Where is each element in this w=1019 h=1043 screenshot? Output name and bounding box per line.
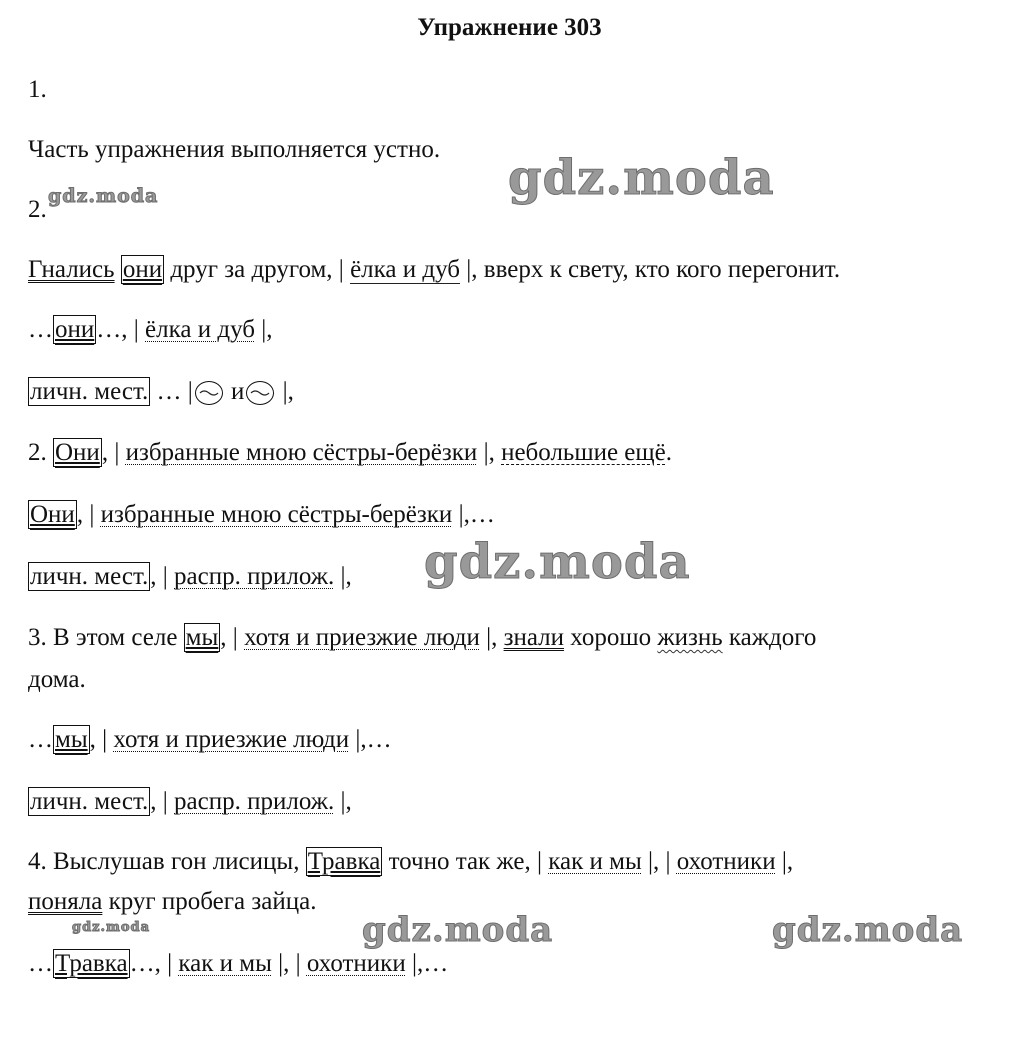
sentence-3-line2: дома. bbox=[28, 666, 86, 693]
watermark-logo: gdz.moda bbox=[72, 920, 151, 935]
text-fragment: |, bbox=[479, 624, 504, 651]
watermark-logo: gdz.moda bbox=[424, 534, 691, 590]
text-fragment: |, | bbox=[641, 848, 677, 875]
text-fragment: |, bbox=[334, 563, 352, 590]
page-title: Упражнение 303 bbox=[417, 14, 602, 41]
apposition: охотники bbox=[676, 848, 776, 875]
text-fragment: … | bbox=[150, 378, 193, 405]
section-2-number: 2. bbox=[28, 196, 47, 223]
apposition: ёлка и дуб bbox=[145, 316, 255, 343]
subject-pronoun: они bbox=[122, 256, 163, 283]
text-fragment: , | bbox=[220, 624, 245, 651]
subject-pronoun: они bbox=[55, 316, 95, 343]
apposition: избранные мною сёстры-берёзки bbox=[125, 439, 478, 466]
text-fragment: |, | bbox=[271, 950, 307, 977]
scheme-2b bbox=[28, 561, 352, 593]
predicate: знали bbox=[503, 624, 565, 651]
text-fragment: |, bbox=[477, 439, 502, 466]
apposition: избранные мною сёстры-берёзки bbox=[100, 501, 453, 528]
text-fragment: |, вверх к свету, кто кого перегонит. bbox=[460, 256, 841, 283]
scheme-box: личн. мест. bbox=[30, 563, 149, 590]
text-fragment: , | bbox=[89, 726, 114, 753]
subject-pronoun: мы bbox=[55, 726, 88, 753]
text-fragment: точно так же, | bbox=[382, 848, 549, 875]
sentence-number: 3. В этом селе bbox=[28, 624, 184, 651]
sentence-number: 4. Выслушав гон лисицы, bbox=[28, 848, 306, 875]
scheme-4a bbox=[28, 948, 448, 980]
text-fragment: , | bbox=[150, 563, 175, 590]
apposition: ёлка и дуб bbox=[350, 256, 461, 283]
text-fragment: |,… bbox=[405, 950, 449, 977]
section-1-number: 1. bbox=[28, 76, 47, 103]
object: жизнь bbox=[657, 624, 723, 651]
scheme-box: личн. мест. bbox=[30, 378, 149, 405]
subject-noun: Травка bbox=[307, 848, 381, 875]
sentence-4 bbox=[28, 846, 793, 878]
text-fragment: и bbox=[224, 378, 245, 405]
predicate: небольшие ещё bbox=[501, 439, 666, 466]
apposition: распр. прилож. bbox=[174, 788, 335, 815]
oval-wave-icon bbox=[246, 381, 274, 405]
text-fragment: хорошо bbox=[564, 624, 658, 651]
ellipsis: … bbox=[28, 726, 53, 753]
scheme-3b bbox=[28, 786, 352, 818]
text-fragment: …, | bbox=[129, 950, 179, 977]
sentence-4-line2 bbox=[28, 886, 316, 918]
scheme-1b bbox=[28, 376, 294, 408]
text-fragment: |,… bbox=[452, 501, 495, 528]
text-fragment: |,… bbox=[349, 726, 392, 753]
text-fragment: |, bbox=[775, 848, 794, 875]
oval-wave-icon bbox=[195, 381, 223, 405]
text-fragment: |, bbox=[334, 788, 352, 815]
text-fragment: …, | bbox=[96, 316, 146, 343]
ellipsis: … bbox=[28, 316, 53, 343]
scheme-1a bbox=[28, 314, 272, 346]
text-fragment: , | bbox=[101, 439, 126, 466]
text-fragment: , | bbox=[150, 788, 175, 815]
scheme-box: личн. мест. bbox=[30, 788, 149, 815]
section-1-text: Часть упражнения выполняется устно. bbox=[28, 136, 441, 163]
sentence-1 bbox=[28, 254, 840, 286]
watermark-logo: gdz.moda bbox=[362, 910, 554, 950]
apposition: хотя и приезжие люди bbox=[113, 726, 350, 753]
subject-pronoun: мы bbox=[185, 624, 219, 651]
text-fragment: друг за другом, | bbox=[164, 256, 351, 283]
predicate: поняла bbox=[28, 888, 103, 915]
subject-pronoun: Они bbox=[30, 501, 75, 528]
sentence-number: 2. bbox=[28, 439, 53, 466]
ellipsis: … bbox=[28, 950, 53, 977]
sentence-2 bbox=[28, 437, 672, 469]
apposition: хотя и приезжие люди bbox=[244, 624, 480, 651]
text-fragment: каждого bbox=[722, 624, 817, 651]
subject-noun: Травка bbox=[55, 950, 128, 977]
text-fragment: круг пробега зайца. bbox=[102, 888, 317, 915]
text-fragment: |, bbox=[276, 378, 294, 405]
apposition: охотники bbox=[306, 950, 406, 977]
scheme-3a bbox=[28, 724, 392, 756]
scheme-2a bbox=[28, 499, 495, 531]
subject-pronoun: Они bbox=[55, 439, 100, 466]
text-fragment: . bbox=[665, 439, 672, 466]
watermark-logo: gdz.moda bbox=[772, 910, 964, 950]
sentence-3 bbox=[28, 622, 816, 654]
watermark-logo: gdz.moda bbox=[508, 150, 775, 206]
predicate: Гнались bbox=[28, 256, 115, 283]
apposition: распр. прилож. bbox=[174, 563, 335, 590]
text-fragment: , | bbox=[76, 501, 101, 528]
apposition: как и мы bbox=[178, 950, 272, 977]
watermark-logo: gdz.moda bbox=[48, 185, 159, 207]
text-fragment: |, bbox=[254, 316, 273, 343]
apposition: как и мы bbox=[548, 848, 642, 875]
